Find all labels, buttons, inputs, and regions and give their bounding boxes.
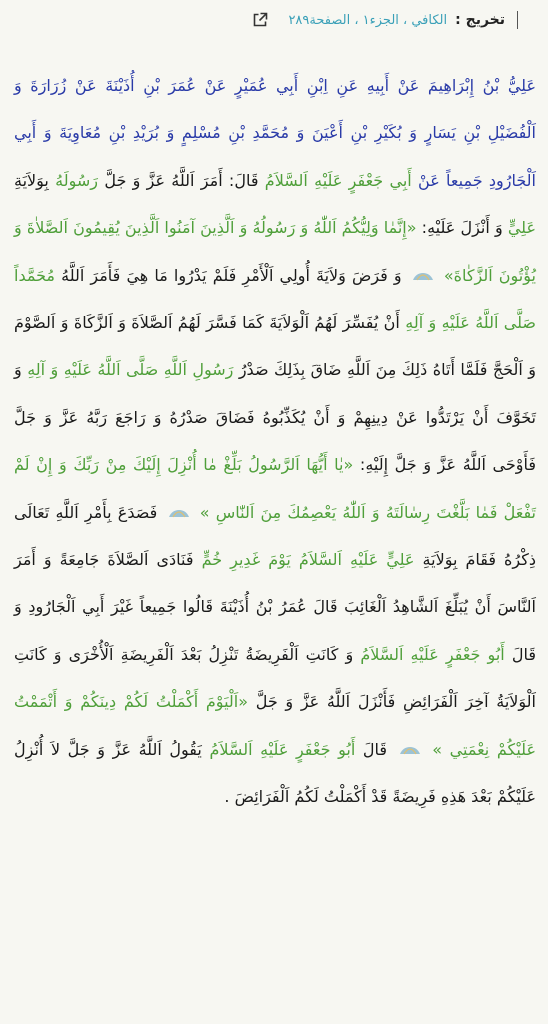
imam-name[interactable]: أَبُو جَعْفَرٍ عَلَيْهِ اَلسَّلاَمُ	[360, 644, 505, 664]
text-segment: قَالَ: أَمَرَ اَللَّهُ عَزَّ وَ جَلَّ	[104, 170, 259, 190]
imam-name[interactable]: أَبِي جَعْفَرٍ عَلَيْهِ اَلسَّلاَمُ	[264, 170, 412, 190]
text-segment: فَنَادَى اَلصَّلاَةَ جَامِعَةً وَ أَمَرَ اَلنَّاسَ أَنْ يُبَلِّغَ اَلشَّاهِدُ اَلْغَائِبَ قَالَ عُمَرُ بْنُ أُذَيْنَةَ قَالُوا جَمِيعاً غَيْرَ أَبِي اَلْجَارُودِ وَ قَالَ	[14, 550, 537, 664]
rasul-reference[interactable]: رَسُولَهُ	[55, 170, 99, 190]
text-segment: وَ تَخَوَّفَ أَنْ يَرْتَدُّوا عَنْ دِينِهِمْ وَ أَنْ يُكَذِّبُوهُ فَضَاقَ صَدْرُهُ وَ رَاجَعَ رَبَّهُ عَزَّ وَ جَلَّ فَأَوْحَى اَللَّهُ عَزَّ وَ جَلَّ إِلَيْهِ:	[14, 360, 537, 475]
header-divider	[517, 11, 518, 29]
external-link-icon[interactable]	[250, 10, 270, 30]
text-segment: أَنْ يُفَسِّرَ لَهُمُ اَلْوَلاَيَةَ كَمَا فَسَّرَ لَهُمُ اَلصَّلاَةَ وَ اَلزَّكَاةَ وَ اَلصَّوْمَ وَ اَلْحَجَّ فَلَمَّا أَتَاهُ ذَلِكَ مِنَ اَللَّهِ ضَاقَ بِذَلِكَ صَدْرُ	[14, 313, 536, 380]
quran-verse[interactable]: «إِنَّمٰا وَلِيُّكُمُ اَللّٰهُ وَ رَسُولُهُ وَ اَلَّذِينَ آمَنُوا اَلَّذِينَ يُقِيمُونَ اَلصَّلاٰةَ وَ يُؤْتُونَ اَلزَّكٰاةَ»	[14, 218, 536, 285]
text-segment: وَ أَنْزَلَ عَلَيْهِ:	[421, 218, 503, 238]
isnad-chain: عَلِيُّ بْنُ إِبْرَاهِيمَ عَنْ أَبِيهِ عَنِ اِبْنِ أَبِي عُمَيْرٍ عَنْ عُمَرَ بْنِ أُذَيْنَةَ عَنْ زُرَارَةَ وَ اَلْفُضَيْلِ بْنِ يَسَارٍ وَ بُكَيْرِ بْنِ أَعْيَنَ وَ مُحَمَّدِ بْنِ مُسْلِمٍ وَ بُرَيْدِ بْنِ مُعَاوِيَةَ وَ أَبِي اَلْجَارُودِ جَمِيعاً عَنْ	[14, 76, 536, 190]
quran-verse[interactable]: «يٰا أَيُّهَا اَلرَّسُولُ بَلِّغْ مٰا أُنْزِلَ إِلَيْكَ مِنْ رَبِّكَ وَ إِنْ لَمْ تَفْعَلْ فَمٰا بَلَّغْتَ رِسٰالَتَهُ وَ اَللّٰهُ يَعْصِمُكَ مِنَ اَلنّٰاسِ »	[14, 455, 537, 522]
hadith-text	[14, 62, 536, 821]
text-segment: بِوَلاَيَةِ	[14, 170, 49, 190]
prophet-name[interactable]: مُحَمَّداً صَلَّى اَللَّهُ عَلَيْهِ وَ آلِهِ	[14, 265, 536, 333]
imam-name[interactable]: أَبُو جَعْفَرٍ عَلَيْهِ اَلسَّلاَمُ	[209, 739, 356, 759]
text-segment: فَصَدَعَ بِأَمْرِ اَللَّهِ تَعَالَى ذِكْرُهُ فَقَامَ بِوَلاَيَةِ	[14, 502, 536, 570]
ali-name[interactable]: عَلِيٍّ عَلَيْهِ اَلسَّلاَمُ يَوْمَ غَدِيرِ خُمٍّ	[201, 550, 415, 570]
text-segment: قَالَ	[362, 739, 388, 759]
prophet-name[interactable]: رَسُولِ اَللَّهِ صَلَّى اَللَّهُ عَلَيْهِ وَ آلِهِ	[27, 360, 234, 380]
source-link[interactable]: الكافي ، الجزء١ ، الصفحة٢٨٩	[288, 12, 448, 28]
text-segment: يَقُولُ اَللَّهُ عَزَّ وَ جَلَّ لاَ أُنْزِلُ عَلَيْكُمْ بَعْدَ هَذِهِ فَرِيضَةً قَدْ أَكْمَلْتُ لَكُمُ اَلْفَرَائِضَ .	[14, 739, 536, 807]
quran-source-icon[interactable]	[399, 745, 421, 755]
header-bar	[0, 0, 548, 40]
takhrij-label: تخريج :	[455, 12, 505, 28]
quran-source-icon[interactable]	[412, 271, 434, 281]
text-segment: وَ فَرَضَ وَلاَيَةَ أُولِي اَلْأَمْرِ فَلَمْ يَدْرُوا مَا هِيَ فَأَمَرَ اَللَّهُ	[61, 265, 402, 285]
quran-source-icon[interactable]	[168, 508, 190, 518]
quran-verse[interactable]: «اَلْيَوْمَ أَكْمَلْتُ لَكُمْ دِينَكُمْ وَ أَتْمَمْتُ عَلَيْكُمْ نِعْمَتِي »	[14, 692, 537, 759]
text-segment: وَ كَانَتِ اَلْفَرِيضَةُ تَنْزِلُ بَعْدَ اَلْفَرِيضَةِ اَلْأُخْرَى وَ كَانَتِ اَلْوَلاَيَةُ آخِرَ اَلْفَرَائِضِ فَأَنْزَلَ اَللَّهُ عَزَّ وَ جَلَّ	[14, 644, 536, 712]
ali-name[interactable]: عَلِيٍّ	[507, 218, 536, 238]
